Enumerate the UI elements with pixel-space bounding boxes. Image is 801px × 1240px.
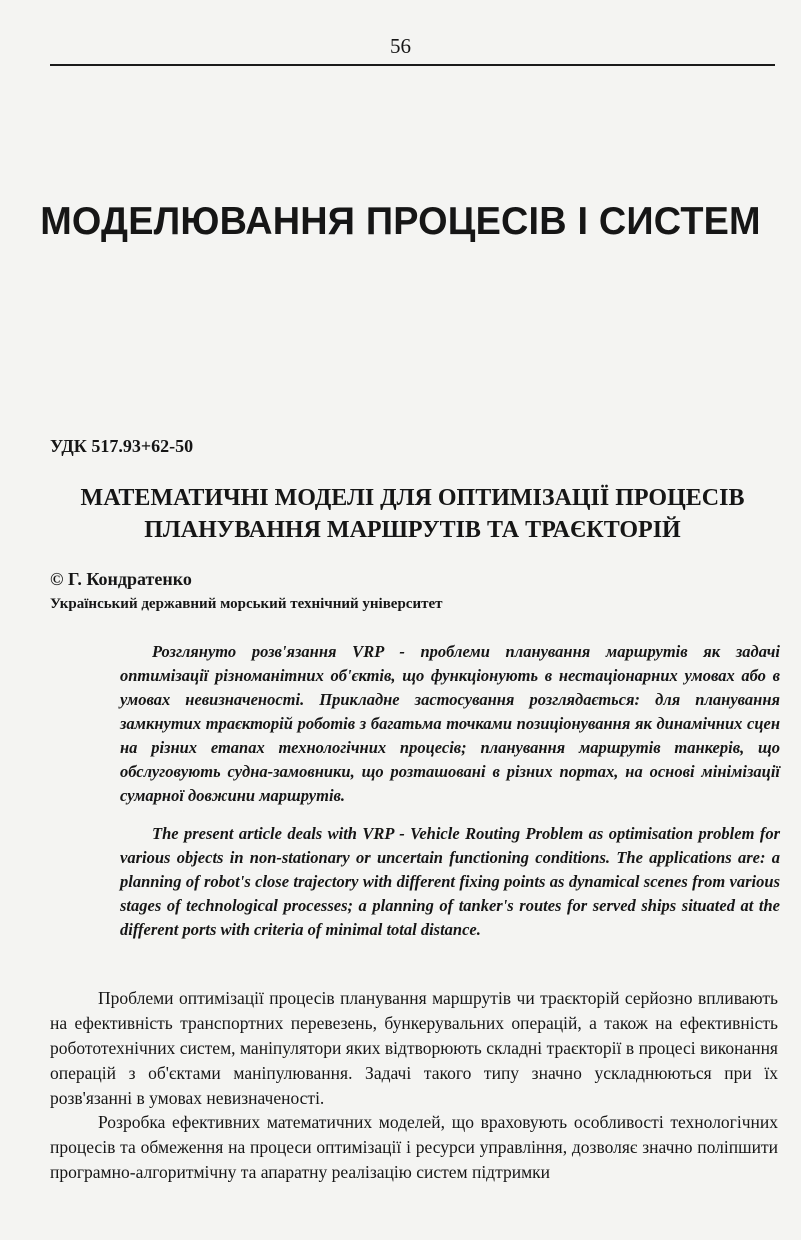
author: © Г. Кондратенко [50,569,192,589]
affiliation: Український державний морський технічний університет [50,596,443,612]
body-paragraph: Проблеми оптимізації процесів планування маршрутів чи траєкторій серйозно впливають на ефективність транспортних перевезень, бункерувальних операцій, а також на ефективність робототехнічних систем, маніпулятори яких відтворюють складні траєкторії в процесі виконання операцій з об'єктами маніпулювання. Задачі такого типу значно ускладнюються при їх розв'язанні в умовах невизначеності. [50,988,778,1108]
abstract-ukrainian: Розглянуто розв'язання VRP - проблеми планування маршрутів як задачі оптимізації різноманітних об'єктів, що функціонують в нестаціонарних умовах або в умовах невизначеності. Прикладне застосування розглядається: для планування замкнутих траєкторій роботів з багатьма точками позиціонування як динамічних сцен на різних етапах технологічних процесів; планування маршрутів танкерів, що обслуговують судна-замовники, що розташовані в різних портах, на основі мінімізації сумарної довжини маршрутів. [120,642,780,805]
page-number: 56 [390,34,411,58]
body-paragraph: Розробка ефективних математичних моделей, що враховують особливості технологічних процесів та обмеження на процеси оптимізації і ресурси управління, дозволяє значно поліпшити програмно-алгоритмічну та апаратну реалізацію систем підтримки [50,1112,778,1182]
article-title: МАТЕМАТИЧНІ МОДЕЛІ ДЛЯ ОПТИМІЗАЦІЇ ПРОЦЕСІВ ПЛАНУВАННЯ МАРШРУТІВ ТА ТРАЄКТОРІЙ [80,485,745,543]
header-rule [50,64,775,66]
abstract-english: The present article deals with VRP - Vehicle Routing Problem as optimisation problem for various objects in non-stationary or uncertain functioning conditions. The applications are: a planning of robot's close trajectory with different fixing points as dynamical scenes from various stages of technological processes; a planning of tanker's routes for served ships situated at the different ports with criteria of minimal total distance. [120,824,780,939]
section-heading: МОДЕЛЮВАННЯ ПРОЦЕСІВ І СИСТЕМ [40,200,761,243]
udk-code: УДК 517.93+62-50 [50,436,194,456]
